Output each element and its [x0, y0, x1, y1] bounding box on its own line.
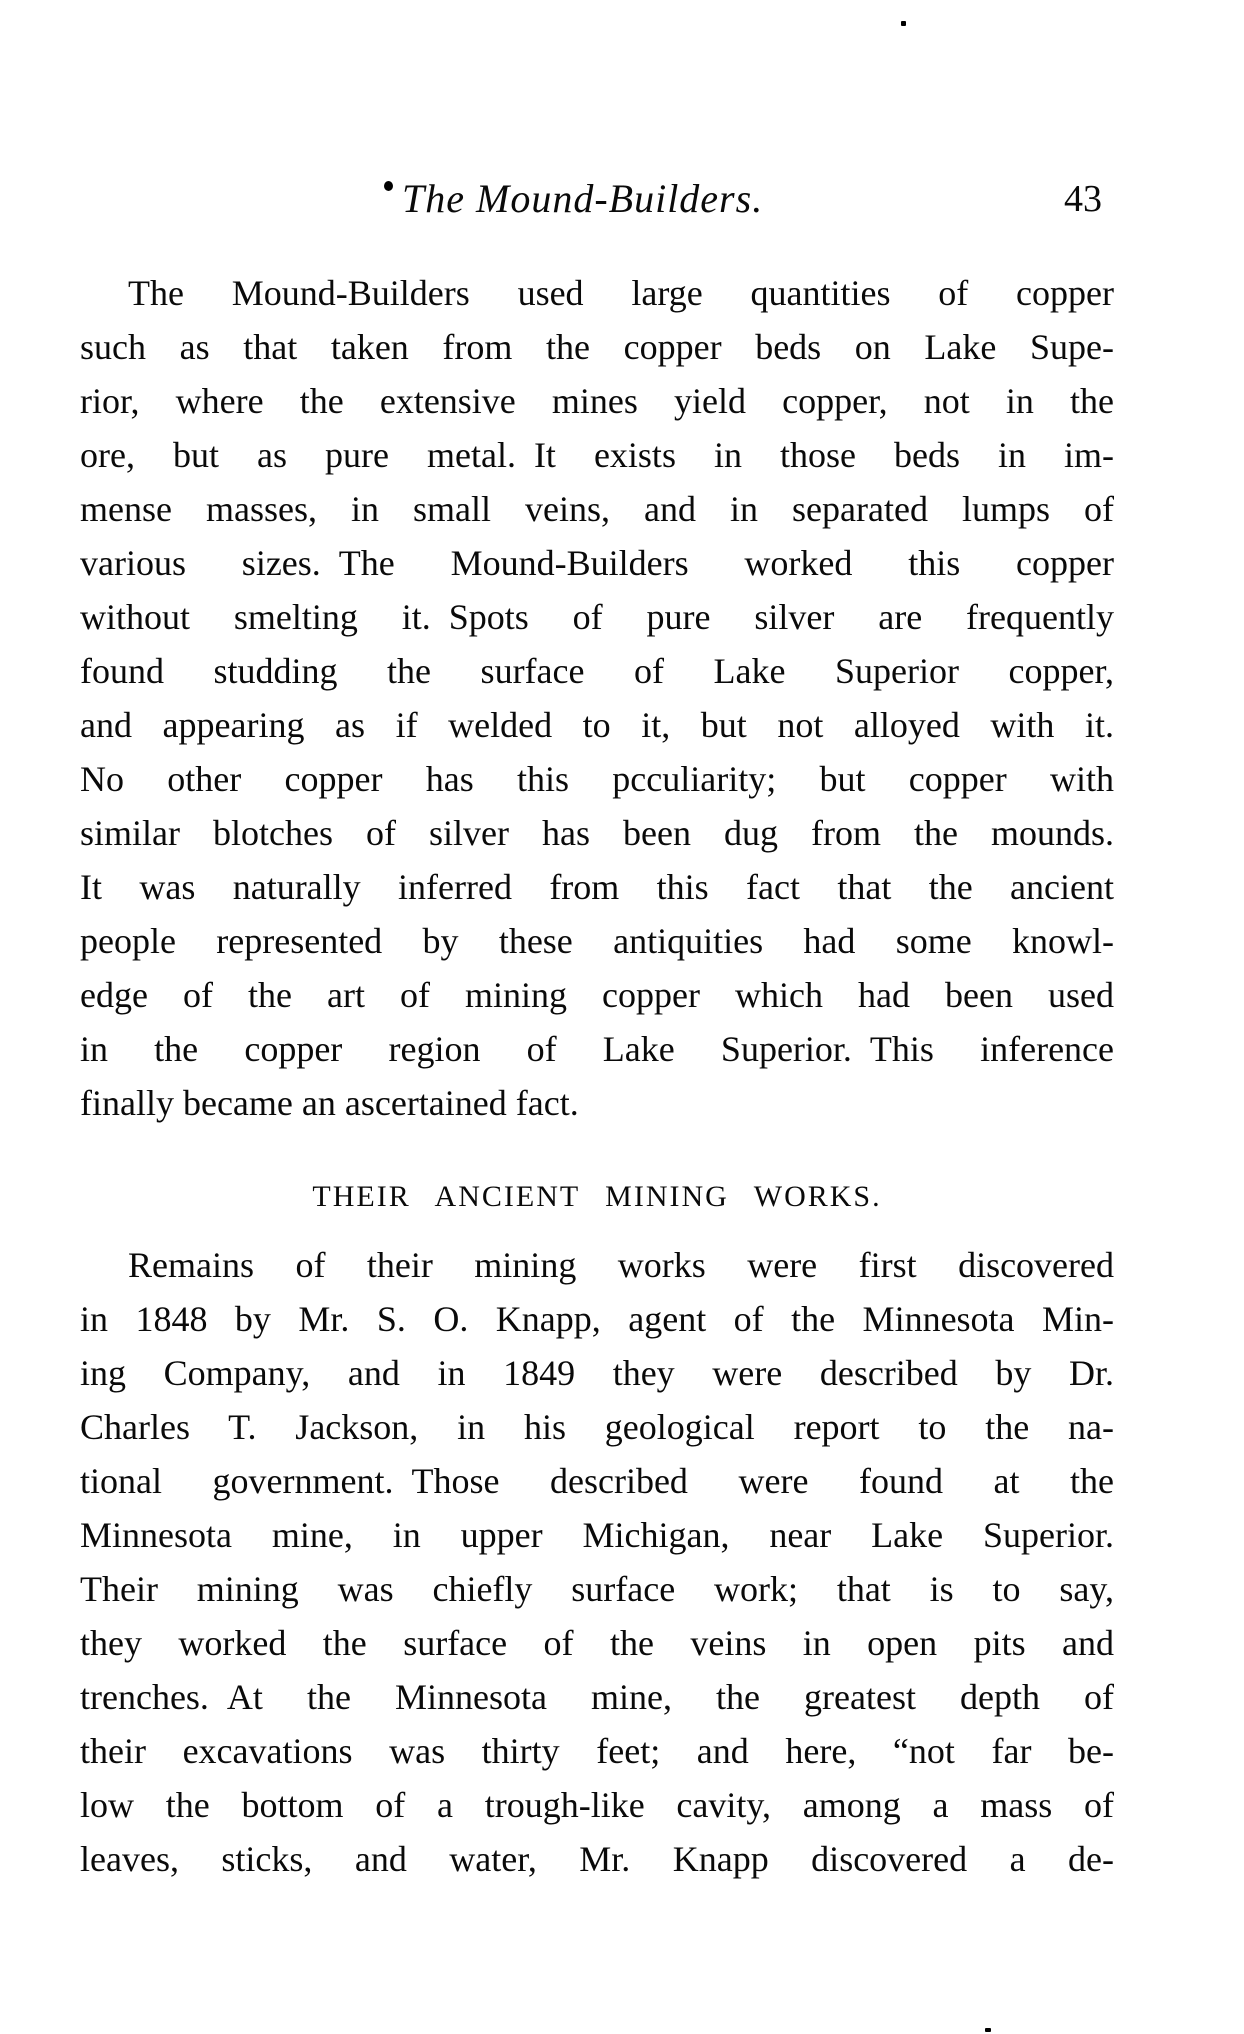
text-line: trenches. At the Minnesota mine, the greatest depth of — [80, 1677, 1114, 1717]
text-line: edge of the art of mining copper which had been used — [80, 975, 1114, 1015]
text-line: similar blotches of silver has been dug from the mounds. — [80, 813, 1114, 853]
text-line: rior, where the extensive mines yield copper, not in the — [80, 381, 1114, 421]
section-heading: THEIR ANCIENT MINING WORKS. — [312, 1180, 882, 1213]
text-line: found studding the surface of Lake Superior copper, — [80, 651, 1114, 691]
text-line: It was naturally inferred from this fact that the ancient — [80, 867, 1114, 907]
text-line: ing Company, and in 1849 they were described by Dr. — [80, 1353, 1114, 1393]
text-line: people represented by these antiquities had some knowl- — [80, 921, 1114, 961]
text-line: The Mound-Builders used large quantities of copper — [128, 273, 1114, 313]
text-line: Their mining was chiefly surface work; that is to say, — [80, 1569, 1114, 1609]
text-line: tional government. Those described were found at the — [80, 1461, 1114, 1501]
text-line: Minnesota mine, in upper Michigan, near Lake Superior. — [80, 1515, 1114, 1555]
page-number: 43 — [1064, 178, 1102, 220]
text-line: Charles T. Jackson, in his geological report to the na- — [80, 1407, 1114, 1447]
text-line: in 1848 by Mr. S. O. Knapp, agent of the Minnesota Min- — [80, 1299, 1114, 1339]
text-line: No other copper has this pcculiarity; but copper with — [80, 759, 1114, 799]
ink-speck-before-title — [384, 181, 393, 191]
text-line: leaves, sticks, and water, Mr. Knapp discovered a de- — [80, 1839, 1114, 1879]
text-line: without smelting it. Spots of pure silver are frequently — [80, 597, 1114, 637]
text-line: in the copper region of Lake Superior. This inference — [80, 1029, 1114, 1069]
text-line: low the bottom of a trough-like cavity, among a mass of — [80, 1785, 1114, 1825]
text-line: ore, but as pure metal. It exists in those beds in im- — [80, 435, 1114, 475]
text-line: various sizes. The Mound-Builders worked this copper — [80, 543, 1114, 583]
ink-speck-bottom-right — [985, 2028, 991, 2032]
text-line: finally became an ascertained fact. — [80, 1083, 579, 1123]
text-line: their excavations was thirty feet; and here, “not far be- — [80, 1731, 1114, 1771]
text-line: they worked the surface of the veins in open pits and — [80, 1623, 1114, 1663]
text-line: Remains of their mining works were first discovered — [128, 1245, 1114, 1285]
paragraph-2 — [80, 1238, 1114, 1886]
paragraph-1 — [80, 266, 1114, 1130]
text-line: mense masses, in small veins, and in separated lumps of — [80, 489, 1114, 529]
text-line: and appearing as if welded to it, but not alloyed with it. — [80, 705, 1114, 745]
ink-speck-top-right — [901, 21, 906, 26]
text-line: such as that taken from the copper beds on Lake Supe- — [80, 327, 1114, 367]
running-head-title: The Mound-Builders. — [402, 176, 764, 221]
